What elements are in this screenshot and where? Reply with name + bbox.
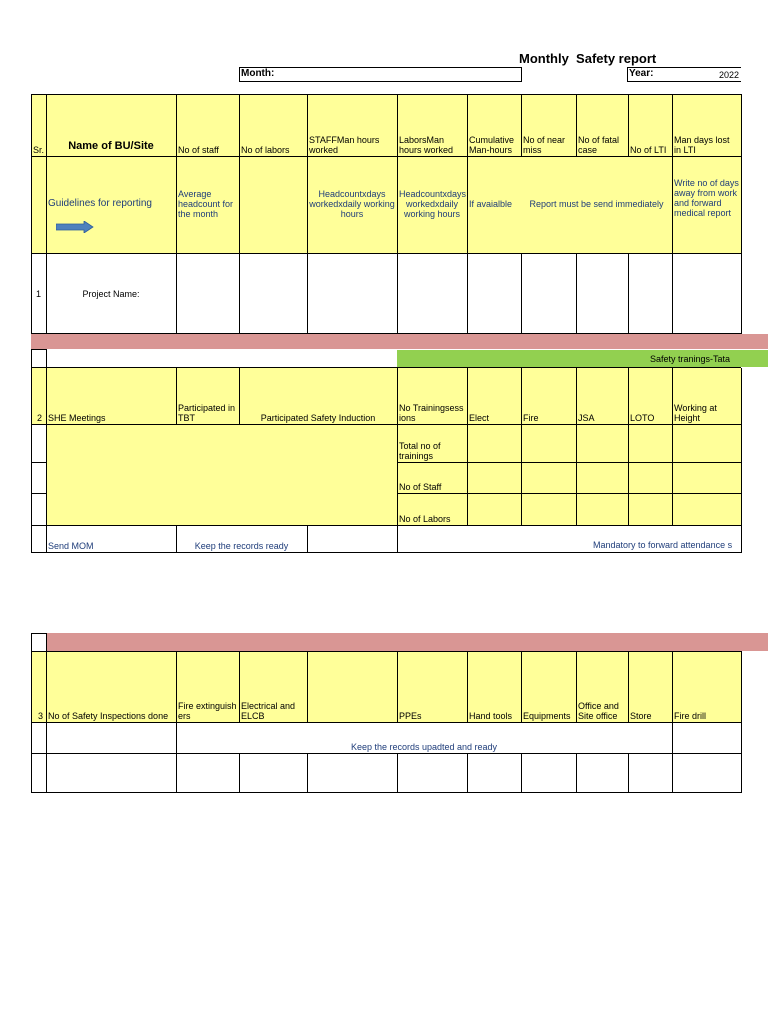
- hand-tools: [467, 651, 521, 722]
- grid-line: [521, 94, 522, 156]
- grid-line: [31, 633, 32, 793]
- training-fire: [521, 368, 576, 424]
- she-meetings-text: SHE Meetings: [48, 413, 106, 423]
- header-man-days-text: Man days lost in LTI: [674, 135, 730, 155]
- header-name: [46, 94, 176, 156]
- header-staff-hours-text: STAFFMan hours worked: [309, 135, 380, 155]
- grid-line: [31, 424, 741, 425]
- total-trainings: [397, 424, 467, 462]
- grid-line: [46, 94, 47, 334]
- safety-inspections: [46, 651, 176, 722]
- training-elect-text: Elect: [469, 413, 490, 423]
- header-lti-text: No of LTI: [630, 145, 667, 155]
- grid-line: [628, 253, 629, 334]
- header-sr: [31, 94, 46, 156]
- guide-staff-hours: [307, 156, 397, 253]
- header-labors-hours-text: LaborsMan hours worked: [399, 135, 454, 155]
- ppes: [397, 651, 467, 722]
- grid-line: [467, 368, 468, 526]
- grid-line: [31, 349, 32, 553]
- trainings-banner: [397, 350, 768, 367]
- participated-tbt: [176, 368, 239, 424]
- year-field[interactable]: [627, 67, 741, 82]
- grid-line: [46, 349, 47, 553]
- grid-line: [31, 94, 32, 334]
- guide-label: Guidelines for reporting: [48, 198, 152, 209]
- month-label: Month:: [241, 68, 275, 79]
- grid-line: [741, 94, 742, 334]
- total-trainings-text: Total no of trainings: [399, 441, 441, 461]
- grid-line: [307, 525, 308, 553]
- grid-line: [741, 651, 742, 793]
- guide-cumulative: [467, 156, 521, 253]
- grid-line: [239, 753, 240, 793]
- guide-report-text: Report must be send immediately: [529, 199, 664, 209]
- header-sr-text: Sr.: [33, 145, 45, 155]
- grid-line: [672, 368, 673, 526]
- grid-line: [672, 651, 673, 793]
- grid-line: [31, 156, 741, 157]
- header-lti: [628, 94, 672, 156]
- office-site-office: [576, 651, 628, 722]
- participated-tbt-text: Participated in TBT: [178, 403, 236, 423]
- grid-line: [576, 651, 577, 723]
- grid-line: [397, 651, 398, 723]
- store-text: Store: [630, 711, 652, 721]
- grid-line: [31, 651, 741, 652]
- no-of-staff: [397, 462, 467, 493]
- participated-induction-text: Participated Safety Induction: [260, 413, 376, 423]
- grid-line: [307, 651, 308, 723]
- grid-line: [467, 753, 468, 793]
- grid-line: [521, 753, 522, 793]
- grid-line: [521, 368, 522, 526]
- store: [628, 651, 672, 722]
- equipments: [521, 651, 576, 722]
- training-sessions-text: No Trainingsessions: [399, 403, 464, 423]
- grid-line: [741, 368, 742, 553]
- training-height: [672, 368, 741, 424]
- report-title: Monthly Safety report: [519, 51, 657, 66]
- grid-line: [576, 753, 577, 793]
- fire-drill: [672, 651, 741, 722]
- guide-staff-text: Average headcount for the month: [178, 189, 234, 219]
- keep-records-ready-text: Keep the records ready: [194, 541, 289, 551]
- header-cumulative-text: Cumulative Man-hours: [469, 135, 515, 155]
- right-arrow-icon: [56, 221, 94, 233]
- grid-line: [576, 94, 577, 156]
- send-mom-text: Send MOM: [48, 541, 94, 551]
- grid-line: [31, 633, 47, 634]
- training-fire-text: Fire: [523, 413, 539, 423]
- grid-line: [628, 368, 629, 526]
- header-staff-hours: [307, 94, 397, 156]
- no-of-labors-text: No of Labors: [399, 514, 451, 524]
- grid-line: [628, 94, 629, 156]
- grid-line: [307, 94, 308, 334]
- guide-cumulative-text: If avaialble: [469, 199, 513, 209]
- training-jsa-text: JSA: [578, 413, 595, 423]
- grid-line: [397, 368, 398, 553]
- header-near-miss-text: No of near miss: [523, 135, 566, 155]
- s3-blank: [307, 651, 397, 722]
- header-staff: [176, 94, 239, 156]
- send-mom: [46, 525, 176, 552]
- grid-line: [31, 253, 741, 254]
- s2-row-number: 2: [37, 413, 43, 423]
- grid-line: [31, 753, 741, 754]
- grid-line: [31, 94, 741, 95]
- grid-line: [239, 651, 240, 723]
- separator-band-2: [46, 633, 768, 651]
- participated-induction: [239, 368, 397, 424]
- guide-labors: [239, 156, 307, 253]
- header-labors-text: No of labors: [241, 145, 290, 155]
- grid-line: [31, 552, 741, 553]
- guide-labors-hours: [397, 156, 467, 253]
- header-man-days: [672, 94, 741, 156]
- grid-line: [176, 368, 177, 425]
- grid-line: [31, 462, 47, 463]
- training-elect: [467, 368, 521, 424]
- guide-staff-hours-text: Headcountxdays workedxdaily working hours: [309, 189, 395, 219]
- grid-line: [397, 753, 398, 793]
- no-of-staff-text: No of Staff: [399, 482, 442, 492]
- she-meetings: [46, 368, 176, 424]
- year-value: 2022: [718, 70, 739, 80]
- guide-report: [521, 156, 672, 253]
- grid-line: [176, 94, 177, 334]
- grid-line: [628, 651, 629, 723]
- guide-sr: [31, 156, 46, 253]
- grid-line: [31, 349, 47, 350]
- project-name-label: Project Name:: [82, 289, 140, 299]
- grid-line: [397, 462, 741, 463]
- grid-line: [576, 368, 577, 526]
- grid-line: [46, 633, 47, 793]
- grid-line: [307, 753, 308, 793]
- header-near-miss: [521, 94, 576, 156]
- fire-extinguishers-text: Fire extinguishers: [178, 701, 237, 721]
- electrical-elcb: [239, 651, 307, 722]
- grid-line: [31, 525, 741, 526]
- guide-man-days-text: Write no of days away from work and forward medical report: [674, 178, 739, 218]
- equipments-text: Equipments: [523, 711, 571, 721]
- header-name-text: Name of BU/Site: [68, 140, 154, 152]
- grid-line: [176, 651, 177, 793]
- grid-line: [467, 94, 468, 334]
- grid-line: [176, 525, 177, 553]
- trainings-banner-text: Safety tranings-Tata: [650, 354, 731, 364]
- mandatory-note: [397, 525, 741, 552]
- grid-line: [239, 94, 240, 334]
- safety-inspections-text: No of Safety Inspections done: [48, 711, 169, 721]
- grid-line: [467, 651, 468, 723]
- header-fatal-text: No of fatal case: [578, 135, 620, 155]
- office-site-office-text: Office and Site office: [578, 701, 619, 721]
- grid-line: [521, 651, 522, 723]
- s2-data-fill: [46, 424, 741, 525]
- grid-line: [239, 368, 240, 425]
- grid-line: [397, 94, 398, 334]
- project-row-number: 1: [36, 289, 42, 299]
- separator-band: [31, 334, 768, 349]
- grid-line: [31, 367, 741, 368]
- training-sessions: [397, 368, 467, 424]
- header-fatal: [576, 94, 628, 156]
- grid-line: [576, 253, 577, 334]
- keep-records-updated-text: Keep the records upadted and ready: [350, 742, 498, 752]
- header-cumulative: [467, 94, 521, 156]
- year-label: Year:: [629, 68, 654, 79]
- ppes-text: PPEs: [399, 711, 422, 721]
- training-loto: [628, 368, 672, 424]
- training-height-text: Working at Height: [674, 403, 717, 423]
- grid-line: [628, 753, 629, 793]
- grid-line: [31, 722, 741, 723]
- keep-records-ready: [176, 525, 307, 552]
- header-labors: [239, 94, 307, 156]
- guide-staff: [176, 156, 239, 253]
- electrical-elcb-text: Electrical and ELCB: [241, 701, 296, 721]
- grid-line: [31, 493, 47, 494]
- hand-tools-text: Hand tools: [469, 711, 513, 721]
- grid-line: [397, 493, 741, 494]
- keep-records-updated: [176, 722, 672, 753]
- grid-line: [672, 94, 673, 334]
- s3-row-number: 3: [38, 711, 44, 721]
- header-labors-hours: [397, 94, 467, 156]
- grid-line: [521, 253, 522, 334]
- no-of-labors: [397, 493, 467, 525]
- guide-labors-hours-text: Headcountxdays workedxdaily working hours: [399, 189, 467, 219]
- guide-man-days: [672, 156, 741, 253]
- month-field[interactable]: [239, 67, 522, 82]
- fire-extinguishers: [176, 651, 239, 722]
- mandatory-note-text: Mandatory to forward attendance s: [593, 540, 733, 550]
- training-jsa: [576, 368, 628, 424]
- training-loto-text: LOTO: [630, 413, 655, 423]
- fire-drill-text: Fire drill: [674, 711, 707, 721]
- header-staff-text: No of staff: [178, 145, 219, 155]
- grid-line: [31, 792, 741, 793]
- guide-name: [46, 156, 176, 253]
